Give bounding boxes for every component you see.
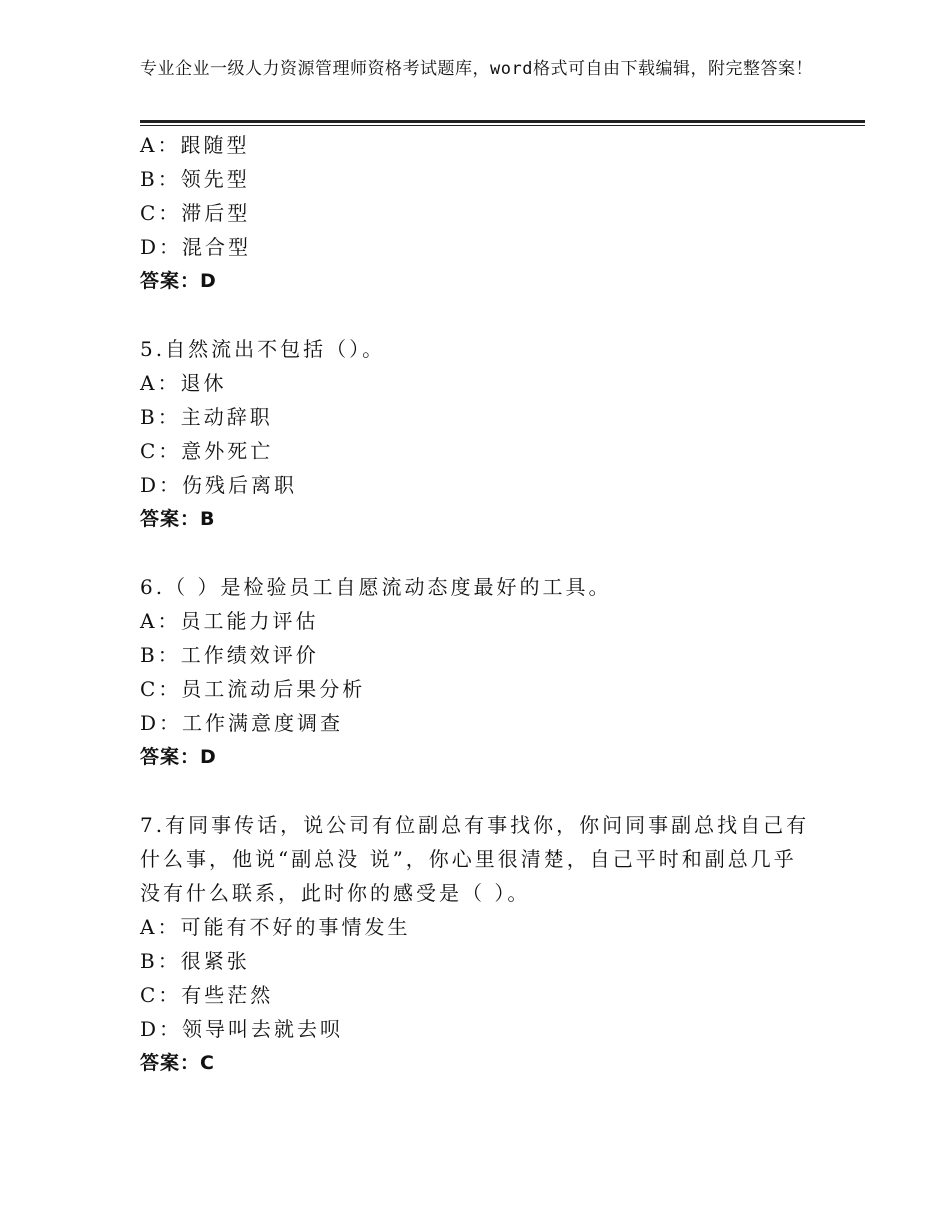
option-a: A：可能有不好的事情发生 bbox=[140, 915, 411, 939]
answer-label: 答案：D bbox=[140, 270, 217, 292]
option-a: A：员工能力评估 bbox=[140, 609, 319, 633]
option-b: B：领先型 bbox=[140, 167, 250, 191]
question-list bbox=[140, 128, 840, 1080]
header-divider bbox=[140, 120, 865, 123]
question-text: 6.（ ）是检验员工自愿流动态度最好的工具。 bbox=[140, 575, 612, 599]
option-c: C：员工流动后果分析 bbox=[140, 677, 366, 701]
option-d: D：伤残后离职 bbox=[140, 473, 298, 497]
option-b: B：工作绩效评价 bbox=[140, 643, 319, 667]
option-a: A：退休 bbox=[140, 371, 227, 395]
question-text: 5.自然流出不包括（）。 bbox=[140, 337, 386, 361]
option-a: A：跟随型 bbox=[140, 133, 250, 157]
answer-label: 答案：C bbox=[140, 1052, 215, 1074]
question-block bbox=[140, 570, 840, 774]
document-header: 专业企业一级人力资源管理师资格考试题库，word格式可自由下载编辑，附完整答案！ bbox=[140, 59, 813, 79]
option-b: B：很紧张 bbox=[140, 949, 250, 973]
option-c: C：有些茫然 bbox=[140, 983, 274, 1007]
option-c: C：意外死亡 bbox=[140, 439, 274, 463]
question-block bbox=[140, 808, 840, 1080]
answer-label: 答案：D bbox=[140, 746, 217, 768]
option-c: C：滞后型 bbox=[140, 201, 251, 225]
option-b: B：主动辞职 bbox=[140, 405, 273, 429]
question-block bbox=[140, 332, 840, 536]
option-d: D：工作满意度调查 bbox=[140, 711, 344, 735]
question-text: 7.有同事传话，说公司有位副总有事找你，你问同事副总找自己有什么事，他说“副总没 说”，你心里很清楚，自己平时和副总几乎没有什么联系，此时你的感受是（ ）。 bbox=[140, 813, 810, 905]
option-d: D：领导叫去就去呗 bbox=[140, 1017, 344, 1041]
answer-label: 答案：B bbox=[140, 508, 216, 530]
option-d: D：混合型 bbox=[140, 235, 252, 259]
question-block bbox=[140, 128, 840, 298]
header-divider-thin bbox=[140, 125, 865, 126]
